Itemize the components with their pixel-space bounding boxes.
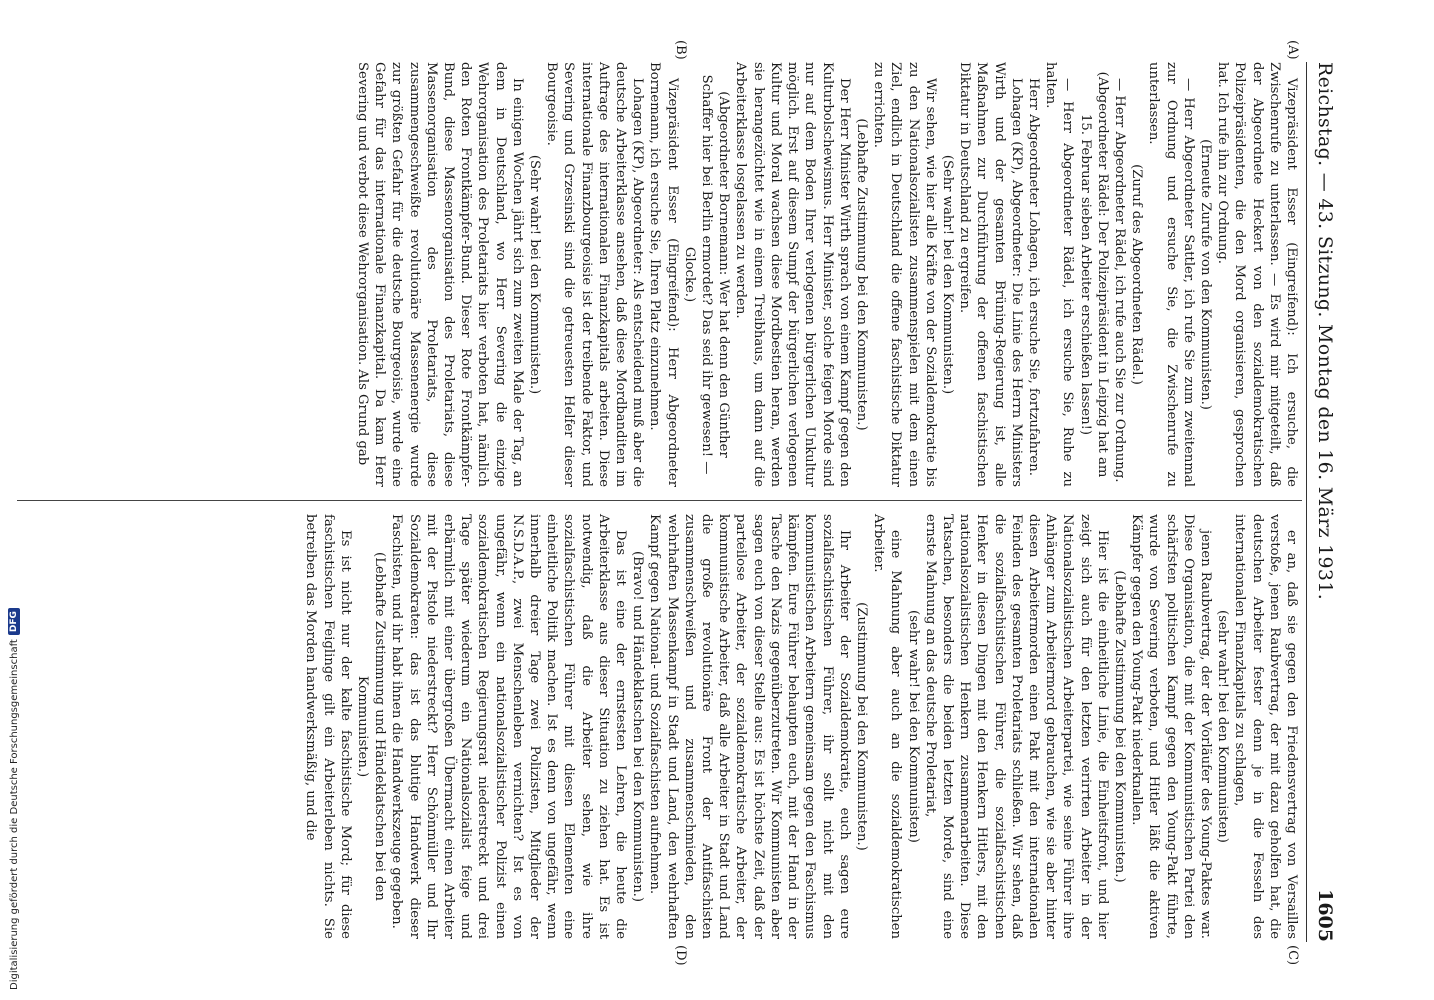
margin-marker-d: (D) [673, 945, 688, 966]
paragraph: eine Mahnung aber auch an die sozialdemokratischen Arbeiter. [871, 514, 904, 939]
credit-text: Digitalisierung gefördert durch die Deutsche Forschungsgemeinschaft [8, 639, 20, 990]
paragraph: (Lebhafte Zustimmung bei den Kommunisten.) [1111, 570, 1127, 883]
digitization-credit [4, 0, 24, 990]
paragraph: (Bravo! und Händeklatschen bei den Kommunisten.) [630, 550, 646, 903]
paragraph: (Lebhafte Zustimmung bei den Kommunisten.) [853, 118, 869, 431]
paragraph: (Zustimmung bei den Kommunisten.) [853, 602, 869, 851]
paragraph: Vizepräsident Esser (Eingreifend): Ich ersuche, die Zwischenrufe zu unterlassen. — Es wird mir mitgeteilt, daß der Abgeordnete Heckert von den sozialdemokratischen Polizeipräsidenten, die den Mord organisieren, gesprochen hat. Ich rufe ihn zur Ordnung. [1215, 62, 1299, 487]
paragraph: Lohagen (KP), Abgeordneter: Die Linie des Herrn Ministers Wirth und der gesamten Brüning-Regierung ist, alle Maßnahmen zur Durchführung der offenen faschistischen Diktatur in Deutschland zu ergreifen. [957, 62, 1024, 487]
paragraph: — Herr Abgeordneter Rädel, ich rufe auch Sie zur Ordnung. [1111, 78, 1127, 483]
paragraph: Der Herr Minister Wirth sprach von einem Kampf gegen den Kulturbolschewismus. Herr Minister, solche feigen Morde sind nur auf dem Boden Ihrer verlogenen bürgerlichen Unkultur möglich. Erst auf diesem Sumpf der bürgerlichen verlogenen Kultur und Moral wachsen diese Mordbestien heran, werden sie herangezüchtet wie in einem Treibhaus, um dann auf die Arbeiterklasse losgelassen zu werden. [733, 62, 852, 487]
paragraph: jenen Raubvertrag, der der Vorläufer des Young-Paktes war. Diese Organisation, die mit der Kommunistischen Partei den schärfsten politischen Kampf gegen den Young-Pakt führte, wurde von Severing verboten, und Hitler läßt die aktiven Kämpfer gegen den Young-Pakt niederknallen. [1129, 514, 1213, 939]
paragraph: (Zuruf des Abgeordneten Rädel.) [1129, 164, 1145, 385]
header-rule [1306, 62, 1307, 942]
paragraph: Hier ist die einheitliche Linie, die Einheitsfront, und hier zeigt sich auch für den letzten verirrten Arbeiter in der Nationalsozialistischen Arbeiterpartei, wie seine Führer ihre Anhänger zum Arbeitermord gebrauchen, wie sie aber hinter diesen Arbeitermorden einen Pakt mit den internationalen Feinden des gesamten Proletariats schließen. Wir sehen, daß die sozialfaschistischen Führer, die sozialfaschistischen Henker in diesen Dingen mit den Henkern Hitlers, mit den nationalsozialistischen Henkern zusammenarbeiten. Diese Tatsachen, besonders die beiden letzten Morde, sind eine ernste Mahnung an das deutsche Proletariat, [922, 514, 1110, 939]
paragraph: (Abgeordneter Rädel: Der Polizeipräsident in Leipzig hat am 15. Februar sieben Arbeiter erschießen lassen!) [1077, 71, 1110, 478]
right-text-column [10, 514, 1300, 939]
paragraph: (Sehr wahr! bei den Kommunisten.) [527, 154, 543, 395]
paragraph: Es ist nicht nur der kalte faschistische Mord; für diese faschistischen Feiglinge gilt ein Arbeiterleben nichts. Sie betreiben das Morden handwerksmäßig, und die [303, 514, 353, 939]
paragraph: Das ist eine der ernstesten Lehren, die heute die Arbeiterklasse aus dieser Situation zu ziehen hat. Es ist notwendig, daß die Arbeiter sehen, wie ihre sozialfaschistischen Führer mit diesen Elementen eine einheitliche Politik machen. Ist es denn von ungefähr, wenn innerhalb dreier Tage zwei Polizisten, Mitglieder der N.S.D.A.P., zwei Menschenleben vernichten? Ist es von ungefähr, wenn ein nationalsozialistischer Polizist einen sozialdemokratischen Regierungsrat niederstreckt und drei Tage später wiederum ein Nationalsozialist feige und erbärmlich mit einer übergroßen Übermacht einen Arbeiter mit der Pistole niederstreckt? Herr Schönmüller und Ihr Sozialdemokraten: das ist das blutige Handwerk dieser Faschisten, und ihr habt ihnen die Handwerkszeuge gegeben. [389, 514, 629, 939]
paragraph: (Lebhafte Zustimmung und Händeklatschen bei den Kommunisten.) [355, 552, 388, 901]
header-title: Reichstag. — 43. Sitzung. Montag den 16. März 1931. [1314, 62, 1336, 601]
paragraph: — Herr Abgeordneter Sattler, ich rufe Sie zum zweitenmal zur Ordnung und ersuche Sie, die Zwischenrufe zu unterlassen. [1146, 62, 1196, 487]
page-header [1310, 62, 1336, 942]
paragraph: (sehr wahr! bei den Kommunisten) [905, 610, 921, 843]
paragraph: (Sehr wahr! bei den Kommunisten.) [939, 154, 955, 395]
column-divider [17, 500, 1302, 501]
paragraph: — Herr Abgeordneter Rädel, ich ersuche Sie, Ruhe zu halten. [1043, 62, 1076, 487]
paragraph: (Erneute Zurufe von den Kommunisten.) [1197, 139, 1213, 410]
margin-marker-b: (B) [673, 40, 688, 60]
margin-marker-a: (A) [1285, 40, 1300, 60]
dfg-logo: DFG [8, 608, 20, 635]
paragraph: Vizepräsident Esser (Eingreifend): Herr Abgeordneter Bornemann, ich ersuche Sie, Ihren Platz einzunehmen. [647, 62, 680, 487]
paragraph: Wir sehen, wie hier alle Kräfte von der Sozialdemokratie bis zu den Nationalsozialisten zusammenspielen mit dem einen Ziel, endlich in Deutschland die offene faschistische Diktatur zu errichten. [871, 62, 938, 487]
paragraph: Herr Abgeordneter Lohagen, ich ersuche Sie, fortzufahren. [1025, 78, 1041, 476]
left-text-column [10, 62, 1300, 487]
margin-marker-c: (C) [1285, 945, 1300, 966]
paragraph: (Abgeordneter Bornemann: Wer hat denn den Günther Schaffer hier bei Berlin ermordet? Das seid ihr gewesen! — Glocke.) [681, 74, 732, 475]
paragraph: Lohagen (KP), Abgeordneter: Als entscheidend muß aber die deutsche Arbeiterklasse ansehen, daß diese Mordbanditen im Auftrage des internationalen Finanzkapitals arbeiten. Diese internationale Finanzbourgeoisie ist der treibende Faktor, und Severing und Grzesinski sind die getreuesten Helfer dieser Bourgeoisie. [544, 62, 646, 487]
paragraph: Ihr Arbeiter der Sozialdemokratie, euch sagen eure sozialfaschistischen Führer, ihr sollt nicht mit den kommunistischen Arbeitern gemeinsam gegen den Faschismus kämpfen. Eure Führer behaupten euch, mit der Hand in der Tasche den Nazis gegenüberzutreten. Wir Kommunisten aber sagen euch von dieser Stelle aus: Es ist höchste Zeit, daß der parteilose Arbeiter, der sozialdemokratische Arbeiter, der kommunistische Arbeiter, daß alle Arbeiter in Stadt und Land die große revolutionäre Front der Antifaschisten zusammenschweißen und zusammenschmieden, den wehrhaften Massenkampf in Stadt und Land, den wehrhaften Kampf gegen National- und Sozialfaschisten aufnehmen. [647, 514, 852, 939]
paragraph: (sehr wahr! bei den Kommunisten) [1215, 610, 1231, 843]
paragraph: er an, daß sie gegen den Friedensvertrag von Versailles verstoße, jenen Raubvertrag, der mit dazu geholfen hat, die deutschen Arbeiter fester denn je in die Fesseln des internationalen Finanzkapitals zu schlagen, [1232, 514, 1299, 939]
page-number: 1605 [1314, 889, 1336, 942]
paragraph: In einigen Wochen jährt sich zum zweiten Male der Tag, an dem in Deutschland, wo Herr Severing die einzige Wehrorganisation des Proletariats hier verboten hat, nämlich den Roten Frontkämpfer-Bund. Dieser Rote Frontkämpfer-Bund, diese Massenorganisation des Proletariats, diese Massenorganisation des Proletariats, diese zusammengeschweißte revolutionäre Massenenergie wurde zur größten Gefahr für die deutsche Bourgeoisie, wurde eine Gefahr für das internationale Finanzkapital. Da kam Herr Severing und verbot diese Wehrorganisation. Als Grund gab [355, 62, 525, 487]
